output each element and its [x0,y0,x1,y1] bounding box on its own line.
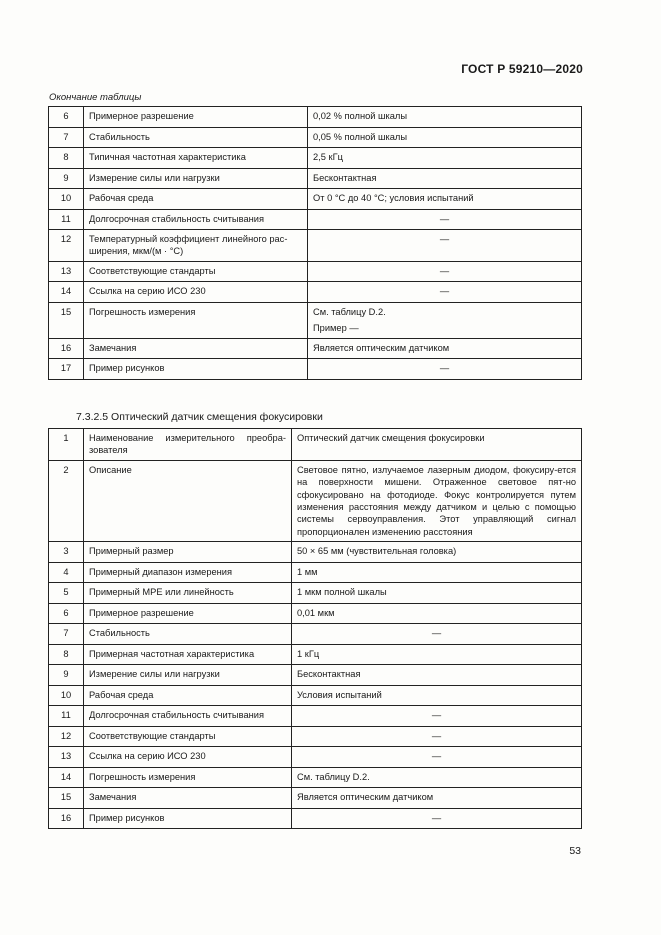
table-row [49,168,582,189]
document-code: ГОСТ Р 59210—2020 [461,62,583,76]
row-number: 12 [49,230,84,262]
row-number: 15 [49,788,84,809]
row-parameter: Пример рисунков [84,808,292,829]
table-row [49,808,582,829]
row-number: 6 [49,107,84,128]
row-value: Является оптическим датчиком [308,338,582,359]
table-row [49,624,582,645]
row-number: 7 [49,624,84,645]
row-number: 11 [49,706,84,727]
table-row [49,644,582,665]
row-value: Является оптическим датчиком [292,788,582,809]
row-value: Бесконтактная [308,168,582,189]
row-number: 7 [49,127,84,148]
row-value-multiline [308,302,582,338]
row-number: 8 [49,644,84,665]
row-parameter: Примерный МРЕ или линейность [84,583,292,604]
row-value: 0,01 мкм [292,603,582,624]
row-number: 13 [49,261,84,282]
table-row [49,189,582,210]
row-parameter: Температурный коэффициент линейного рас-ширения, мкм/(м · °С) [84,230,308,262]
row-number: 16 [49,338,84,359]
table-row [49,261,582,282]
table-row [49,685,582,706]
row-value: См. таблицу D.2. [292,767,582,788]
row-number: 1 [49,429,84,461]
table-row [49,747,582,768]
page-number: 53 [569,845,581,857]
row-number: 9 [49,665,84,686]
row-parameter: Примерный диапазон измерения [84,562,292,583]
table-row [49,107,582,128]
row-value: — [308,209,582,230]
row-value: 1 мкм полной шкалы [292,583,582,604]
specs-table-focus-sensor [48,428,582,829]
row-parameter: Измерение силы или нагрузки [84,665,292,686]
row-value: 0,05 % полной шкалы [308,127,582,148]
row-number: 16 [49,808,84,829]
table-row [49,460,582,541]
row-number: 11 [49,209,84,230]
table-row [49,767,582,788]
row-value: Условия испытаний [292,685,582,706]
row-value: 1 мм [292,562,582,583]
row-parameter: Стабильность [84,127,308,148]
row-parameter: Замечания [84,788,292,809]
row-value: 1 кГц [292,644,582,665]
row-value: — [292,624,582,645]
row-value: — [308,359,582,380]
row-parameter: Рабочая среда [84,685,292,706]
row-number: 9 [49,168,84,189]
row-number: 8 [49,148,84,169]
table-row [49,603,582,624]
table-row [49,302,582,338]
row-number: 17 [49,359,84,380]
row-value: От 0 °С до 40 °С; условия испытаний [308,189,582,210]
row-parameter: Примерный размер [84,542,292,563]
table-row [49,429,582,461]
row-parameter: Пример рисунков [84,359,308,380]
row-number: 14 [49,282,84,303]
row-number: 4 [49,562,84,583]
row-parameter: Ссылка на серию ИСО 230 [84,282,308,303]
row-parameter: Погрешность измерения [84,767,292,788]
row-number: 10 [49,189,84,210]
row-number: 6 [49,603,84,624]
table-row [49,542,582,563]
row-value: Бесконтактная [292,665,582,686]
row-value: Световое пятно, излучаемое лазерным диодом, фокусиру-ется на поверхности мишени. Отраженное световое пят-но сфокусировано на фотодиоде. Фокус контролируется путем изменения расстояния между датчиком и целью с помощью системы сервоуправления. Этот управляющий сигнал пропорционален изменению расстояния [292,460,582,541]
row-value: 0,02 % полной шкалы [308,107,582,128]
row-parameter: Рабочая среда [84,189,308,210]
row-parameter: Долгосрочная стабильность считывания [84,706,292,727]
row-parameter: Примерное разрешение [84,603,292,624]
table-row [49,706,582,727]
row-value-example: Пример — [313,323,359,334]
table-row [49,282,582,303]
row-parameter: Долгосрочная стабильность считывания [84,209,308,230]
table-row [49,127,582,148]
row-value: — [308,261,582,282]
row-number: 2 [49,460,84,541]
row-value: 50 × 65 мм (чувствительная головка) [292,542,582,563]
table-row [49,209,582,230]
row-number: 13 [49,747,84,768]
row-value: — [292,706,582,727]
table-row [49,788,582,809]
row-parameter: Замечания [84,338,308,359]
row-number: 12 [49,726,84,747]
table-row [49,148,582,169]
row-value: Оптический датчик смещения фокусировки [292,429,582,461]
row-parameter: Ссылка на серию ИСО 230 [84,747,292,768]
table-row [49,583,582,604]
row-value: — [308,230,582,262]
row-parameter: Погрешность измерения [84,302,308,338]
row-parameter: Типичная частотная характеристика [84,148,308,169]
table-row [49,338,582,359]
row-value: — [292,808,582,829]
row-number: 5 [49,583,84,604]
row-parameter: Примерная частотная характеристика [84,644,292,665]
row-parameter: Соответствующие стандарты [84,726,292,747]
row-number: 14 [49,767,84,788]
table-row [49,562,582,583]
table-row [49,726,582,747]
table-row [49,230,582,262]
row-value: — [308,282,582,303]
row-parameter: Измерение силы или нагрузки [84,168,308,189]
table-row [49,359,582,380]
row-value: 2,5 кГц [308,148,582,169]
row-parameter: Соответствующие стандарты [84,261,308,282]
row-number: 15 [49,302,84,338]
row-value: — [292,726,582,747]
row-number: 10 [49,685,84,706]
row-parameter: Описание [84,460,292,541]
row-number: 3 [49,542,84,563]
row-value: См. таблицу D.2. [313,306,386,317]
row-parameter: Наименование измерительного преобра-зователя [84,429,292,461]
table-row [49,665,582,686]
row-parameter: Примерное разрешение [84,107,308,128]
table-continuation-label: Окончание таблицы [49,92,142,103]
row-value: — [292,747,582,768]
row-parameter: Стабильность [84,624,292,645]
specs-table-continuation [48,106,582,380]
section-heading: 7.3.2.5 Оптический датчик смещения фокусировки [76,411,323,423]
